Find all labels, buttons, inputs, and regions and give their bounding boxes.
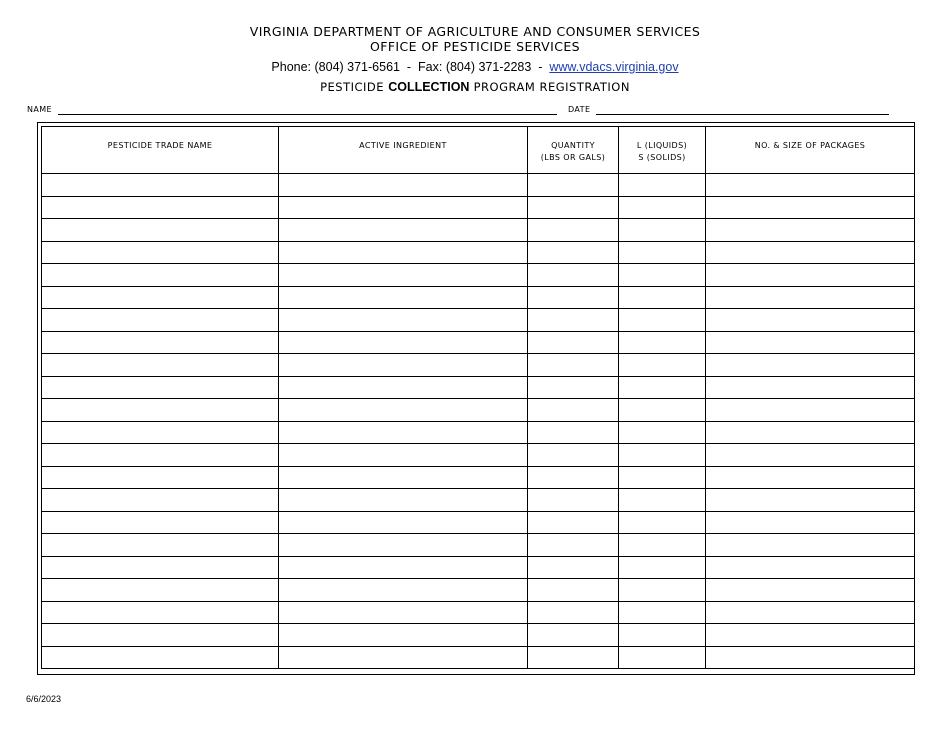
trade-name-cell[interactable] (42, 421, 279, 444)
trade-name-cell[interactable] (42, 196, 279, 219)
trade-name-cell[interactable] (42, 354, 279, 377)
liquid-solid-cell[interactable] (619, 399, 706, 422)
table-row (42, 264, 915, 287)
liquid-solid-cell[interactable] (619, 466, 706, 489)
trade-name-cell[interactable] (42, 174, 279, 197)
active-ingredient-cell[interactable] (279, 444, 528, 467)
agency-name: VIRGINIA DEPARTMENT OF AGRICULTURE AND CONSUMER SERVICES (249, 24, 701, 39)
packages-cell[interactable] (706, 444, 915, 467)
liquid-solid-cell[interactable] (619, 534, 706, 557)
col-header-line: (LBS OR GALS) (540, 153, 606, 162)
quantity-cell[interactable] (528, 624, 619, 647)
col-header-line: QUANTITY (551, 141, 595, 150)
trade-name-cell[interactable] (42, 489, 279, 512)
quantity-cell[interactable] (528, 219, 619, 242)
active-ingredient-cell[interactable] (279, 376, 528, 399)
trade-name-cell[interactable] (42, 286, 279, 309)
active-ingredient-cell[interactable] (279, 624, 528, 647)
quantity-cell[interactable] (528, 196, 619, 219)
table-row (42, 534, 915, 557)
active-ingredient-cell[interactable] (279, 579, 528, 602)
packages-cell[interactable] (706, 556, 915, 579)
table-row (42, 624, 915, 647)
date-field[interactable] (596, 114, 889, 115)
trade-name-cell[interactable] (42, 444, 279, 467)
col-header-packages (706, 127, 915, 174)
col-header-liquid-solid (619, 127, 706, 174)
pesticide-table (41, 126, 915, 669)
trade-name-cell[interactable] (42, 331, 279, 354)
form-title-emphasis: COLLECTION (388, 80, 470, 94)
packages-cell[interactable] (706, 601, 915, 624)
active-ingredient-cell[interactable] (279, 556, 528, 579)
packages-cell[interactable] (706, 376, 915, 399)
col-header-line: L (LIQUIDS) (636, 141, 688, 150)
liquid-solid-cell[interactable] (619, 489, 706, 512)
col-header-active-ingredient (279, 127, 528, 174)
table-row (42, 444, 915, 467)
trade-name-cell[interactable] (42, 264, 279, 287)
col-header-trade-name (42, 127, 279, 174)
active-ingredient-cell[interactable] (279, 174, 528, 197)
packages-cell[interactable] (706, 354, 915, 377)
liquid-solid-cell[interactable] (619, 331, 706, 354)
table-row (42, 219, 915, 242)
active-ingredient-cell[interactable] (279, 286, 528, 309)
quantity-cell[interactable] (528, 646, 619, 669)
packages-cell[interactable] (706, 489, 915, 512)
packages-cell[interactable] (706, 219, 915, 242)
active-ingredient-cell[interactable] (279, 489, 528, 512)
trade-name-cell[interactable] (42, 399, 279, 422)
quantity-cell[interactable] (528, 286, 619, 309)
liquid-solid-cell[interactable] (619, 376, 706, 399)
table-row (42, 579, 915, 602)
packages-cell[interactable] (706, 399, 915, 422)
table-row (42, 309, 915, 332)
quantity-cell[interactable] (528, 511, 619, 534)
liquid-solid-cell[interactable] (619, 241, 706, 264)
table-row (42, 646, 915, 669)
form-title (0, 80, 950, 94)
packages-cell[interactable] (706, 421, 915, 444)
active-ingredient-cell[interactable] (279, 421, 528, 444)
liquid-solid-cell[interactable] (619, 556, 706, 579)
table-row (42, 376, 915, 399)
trade-name-cell[interactable] (42, 556, 279, 579)
name-field[interactable] (58, 114, 557, 115)
active-ingredient-cell[interactable] (279, 646, 528, 669)
quantity-cell[interactable] (528, 241, 619, 264)
active-ingredient-cell[interactable] (279, 511, 528, 534)
quantity-cell[interactable] (528, 534, 619, 557)
trade-name-cell[interactable] (42, 511, 279, 534)
form-title-part2: PROGRAM REGISTRATION (469, 80, 630, 94)
table-row (42, 174, 915, 197)
trade-name-cell[interactable] (42, 624, 279, 647)
active-ingredient-cell[interactable] (279, 331, 528, 354)
version-date: 6/6/2023 (26, 694, 62, 704)
packages-cell[interactable] (706, 579, 915, 602)
liquid-solid-cell[interactable] (619, 309, 706, 332)
col-header-line: S (SOLIDS) (638, 153, 686, 162)
active-ingredient-cell[interactable] (279, 534, 528, 557)
trade-name-cell[interactable] (42, 601, 279, 624)
liquid-solid-cell[interactable] (619, 579, 706, 602)
table-row (42, 421, 915, 444)
liquid-solid-cell[interactable] (619, 174, 706, 197)
table-body (42, 174, 915, 669)
name-label: NAME (27, 105, 53, 114)
quantity-cell[interactable] (528, 174, 619, 197)
active-ingredient-cell[interactable] (279, 354, 528, 377)
liquid-solid-cell[interactable] (619, 624, 706, 647)
table-row (42, 286, 915, 309)
packages-cell[interactable] (706, 264, 915, 287)
active-ingredient-cell[interactable] (279, 196, 528, 219)
packages-cell[interactable] (706, 309, 915, 332)
quantity-cell[interactable] (528, 399, 619, 422)
table-row (42, 489, 915, 512)
col-header-line: NO. & SIZE OF PACKAGES (754, 141, 866, 150)
packages-cell[interactable] (706, 624, 915, 647)
table-row (42, 196, 915, 219)
liquid-solid-cell[interactable] (619, 601, 706, 624)
col-header-line: ACTIVE INGREDIENT (359, 141, 447, 150)
liquid-solid-cell[interactable] (619, 196, 706, 219)
table-row (42, 354, 915, 377)
active-ingredient-cell[interactable] (279, 399, 528, 422)
liquid-solid-cell[interactable] (619, 286, 706, 309)
quantity-cell[interactable] (528, 331, 619, 354)
table-row (42, 331, 915, 354)
quantity-cell[interactable] (528, 264, 619, 287)
quantity-cell[interactable] (528, 309, 619, 332)
table-row (42, 241, 915, 264)
liquid-solid-cell[interactable] (619, 646, 706, 669)
packages-cell[interactable] (706, 511, 915, 534)
active-ingredient-cell[interactable] (279, 219, 528, 242)
table-row (42, 601, 915, 624)
packages-cell[interactable] (706, 286, 915, 309)
website-link[interactable]: www.vdacs.virginia.gov (549, 60, 679, 74)
active-ingredient-cell[interactable] (279, 241, 528, 264)
active-ingredient-cell[interactable] (279, 601, 528, 624)
phone-fax-text: Phone: (804) 371-6561 - Fax: (804) 371-2283 - (271, 60, 550, 74)
trade-name-cell[interactable] (42, 579, 279, 602)
liquid-solid-cell[interactable] (619, 354, 706, 377)
active-ingredient-cell[interactable] (279, 264, 528, 287)
packages-cell[interactable] (706, 174, 915, 197)
contact-line (0, 60, 950, 74)
liquid-solid-cell[interactable] (619, 444, 706, 467)
active-ingredient-cell[interactable] (279, 466, 528, 489)
quantity-cell[interactable] (528, 466, 619, 489)
liquid-solid-cell[interactable] (619, 264, 706, 287)
quantity-cell[interactable] (528, 444, 619, 467)
quantity-cell[interactable] (528, 489, 619, 512)
trade-name-cell[interactable] (42, 309, 279, 332)
trade-name-cell[interactable] (42, 534, 279, 557)
packages-cell[interactable] (706, 196, 915, 219)
packages-cell[interactable] (706, 241, 915, 264)
liquid-solid-cell[interactable] (619, 219, 706, 242)
trade-name-cell[interactable] (42, 219, 279, 242)
col-header-line: PESTICIDE TRADE NAME (107, 141, 213, 150)
form-title-part1: PESTICIDE (320, 80, 389, 94)
table-row (42, 399, 915, 422)
table-header-row (42, 127, 915, 174)
quantity-cell[interactable] (528, 579, 619, 602)
quantity-cell[interactable] (528, 556, 619, 579)
trade-name-cell[interactable] (42, 646, 279, 669)
date-label: DATE (568, 105, 591, 114)
quantity-cell[interactable] (528, 601, 619, 624)
trade-name-cell[interactable] (42, 466, 279, 489)
quantity-cell[interactable] (528, 354, 619, 377)
table-row (42, 466, 915, 489)
table-row (42, 556, 915, 579)
col-header-quantity (528, 127, 619, 174)
packages-cell[interactable] (706, 466, 915, 489)
packages-cell[interactable] (706, 534, 915, 557)
office-name: OFFICE OF PESTICIDE SERVICES (370, 39, 580, 54)
quantity-cell[interactable] (528, 421, 619, 444)
table-row (42, 511, 915, 534)
liquid-solid-cell[interactable] (619, 421, 706, 444)
trade-name-cell[interactable] (42, 241, 279, 264)
packages-cell[interactable] (706, 646, 915, 669)
trade-name-cell[interactable] (42, 376, 279, 399)
active-ingredient-cell[interactable] (279, 309, 528, 332)
liquid-solid-cell[interactable] (619, 511, 706, 534)
packages-cell[interactable] (706, 331, 915, 354)
quantity-cell[interactable] (528, 376, 619, 399)
